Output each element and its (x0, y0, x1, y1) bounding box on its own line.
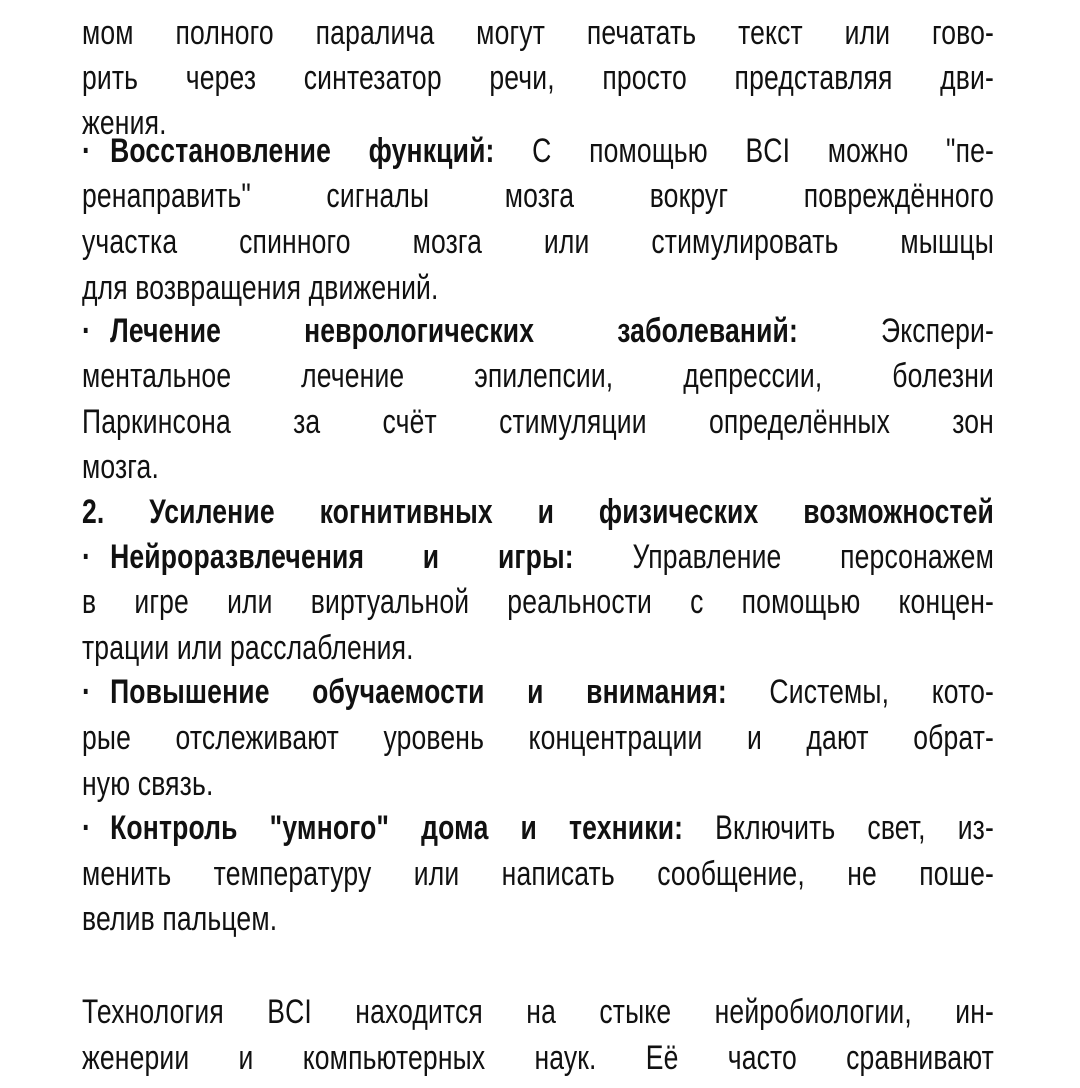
text-line: женерии и компьютерных наук. Её часто сравнивают (82, 1039, 994, 1077)
bullet-icon: · (82, 538, 91, 576)
text-line: рые отслеживают уровень концентрации и дают обрат- (82, 719, 994, 757)
text-line: рить через синтезатор речи, просто представляя дви- (82, 59, 994, 97)
text-line: менить температуру или написать сообщение, не поше- (82, 855, 994, 893)
list-item-term: Контроль "умного" дома и техники: (110, 809, 684, 847)
list-item-term: Нейроразвлечения и игры: (110, 538, 574, 576)
bullet-icon: · (82, 312, 91, 350)
text-line: Технология BCI находится на стыке нейробиологии, ин- (82, 993, 994, 1031)
text-line: жения. (82, 104, 167, 142)
text-line: ную связь. (82, 765, 214, 803)
text-line: мозга. (82, 448, 159, 486)
list-item-first-line: · Нейроразвлечения и игры: Управление персонажем (82, 535, 994, 580)
bullet-icon: · (82, 809, 91, 847)
bullet-icon: · (82, 673, 91, 711)
list-item-first-line: · Лечение неврологических заболеваний: Экспери- (82, 309, 994, 354)
list-item-first-line: · Восстановление функций: С помощью BCI можно "пе- (82, 129, 994, 174)
list-item-first-line: · Повышение обучаемости и внимания: Системы, кото- (82, 670, 994, 715)
text-line: участка спинного мозга или стимулировать мышцы (82, 223, 994, 261)
list-item-term: Лечение неврологических заболеваний: (110, 312, 798, 350)
text-line: для возвращения движений. (82, 269, 439, 307)
text-line: мом полного паралича могут печатать текст или гово- (82, 14, 994, 52)
text-line: трации или расслабления. (82, 629, 414, 667)
text-line: Паркинсона за счёт стимуляции определённых зон (82, 403, 994, 441)
text-line: в игре или виртуальной реальности с помощью концен- (82, 583, 994, 621)
text-line: ментальное лечение эпилепсии, депрессии, болезни (82, 357, 994, 395)
list-item-term: Повышение обучаемости и внимания: (110, 673, 727, 711)
section-heading: 2. Усиление когнитивных и физических возможностей (82, 493, 994, 531)
text-line: велив пальцем. (82, 900, 278, 938)
list-item-first-line: · Контроль "умного" дома и техники: Включить свет, из- (82, 806, 994, 851)
text-line: ренаправить" сигналы мозга вокруг повреждённого (82, 177, 994, 215)
bullet-icon: · (82, 132, 91, 170)
list-item-term: Восстановление функций: (110, 132, 495, 170)
